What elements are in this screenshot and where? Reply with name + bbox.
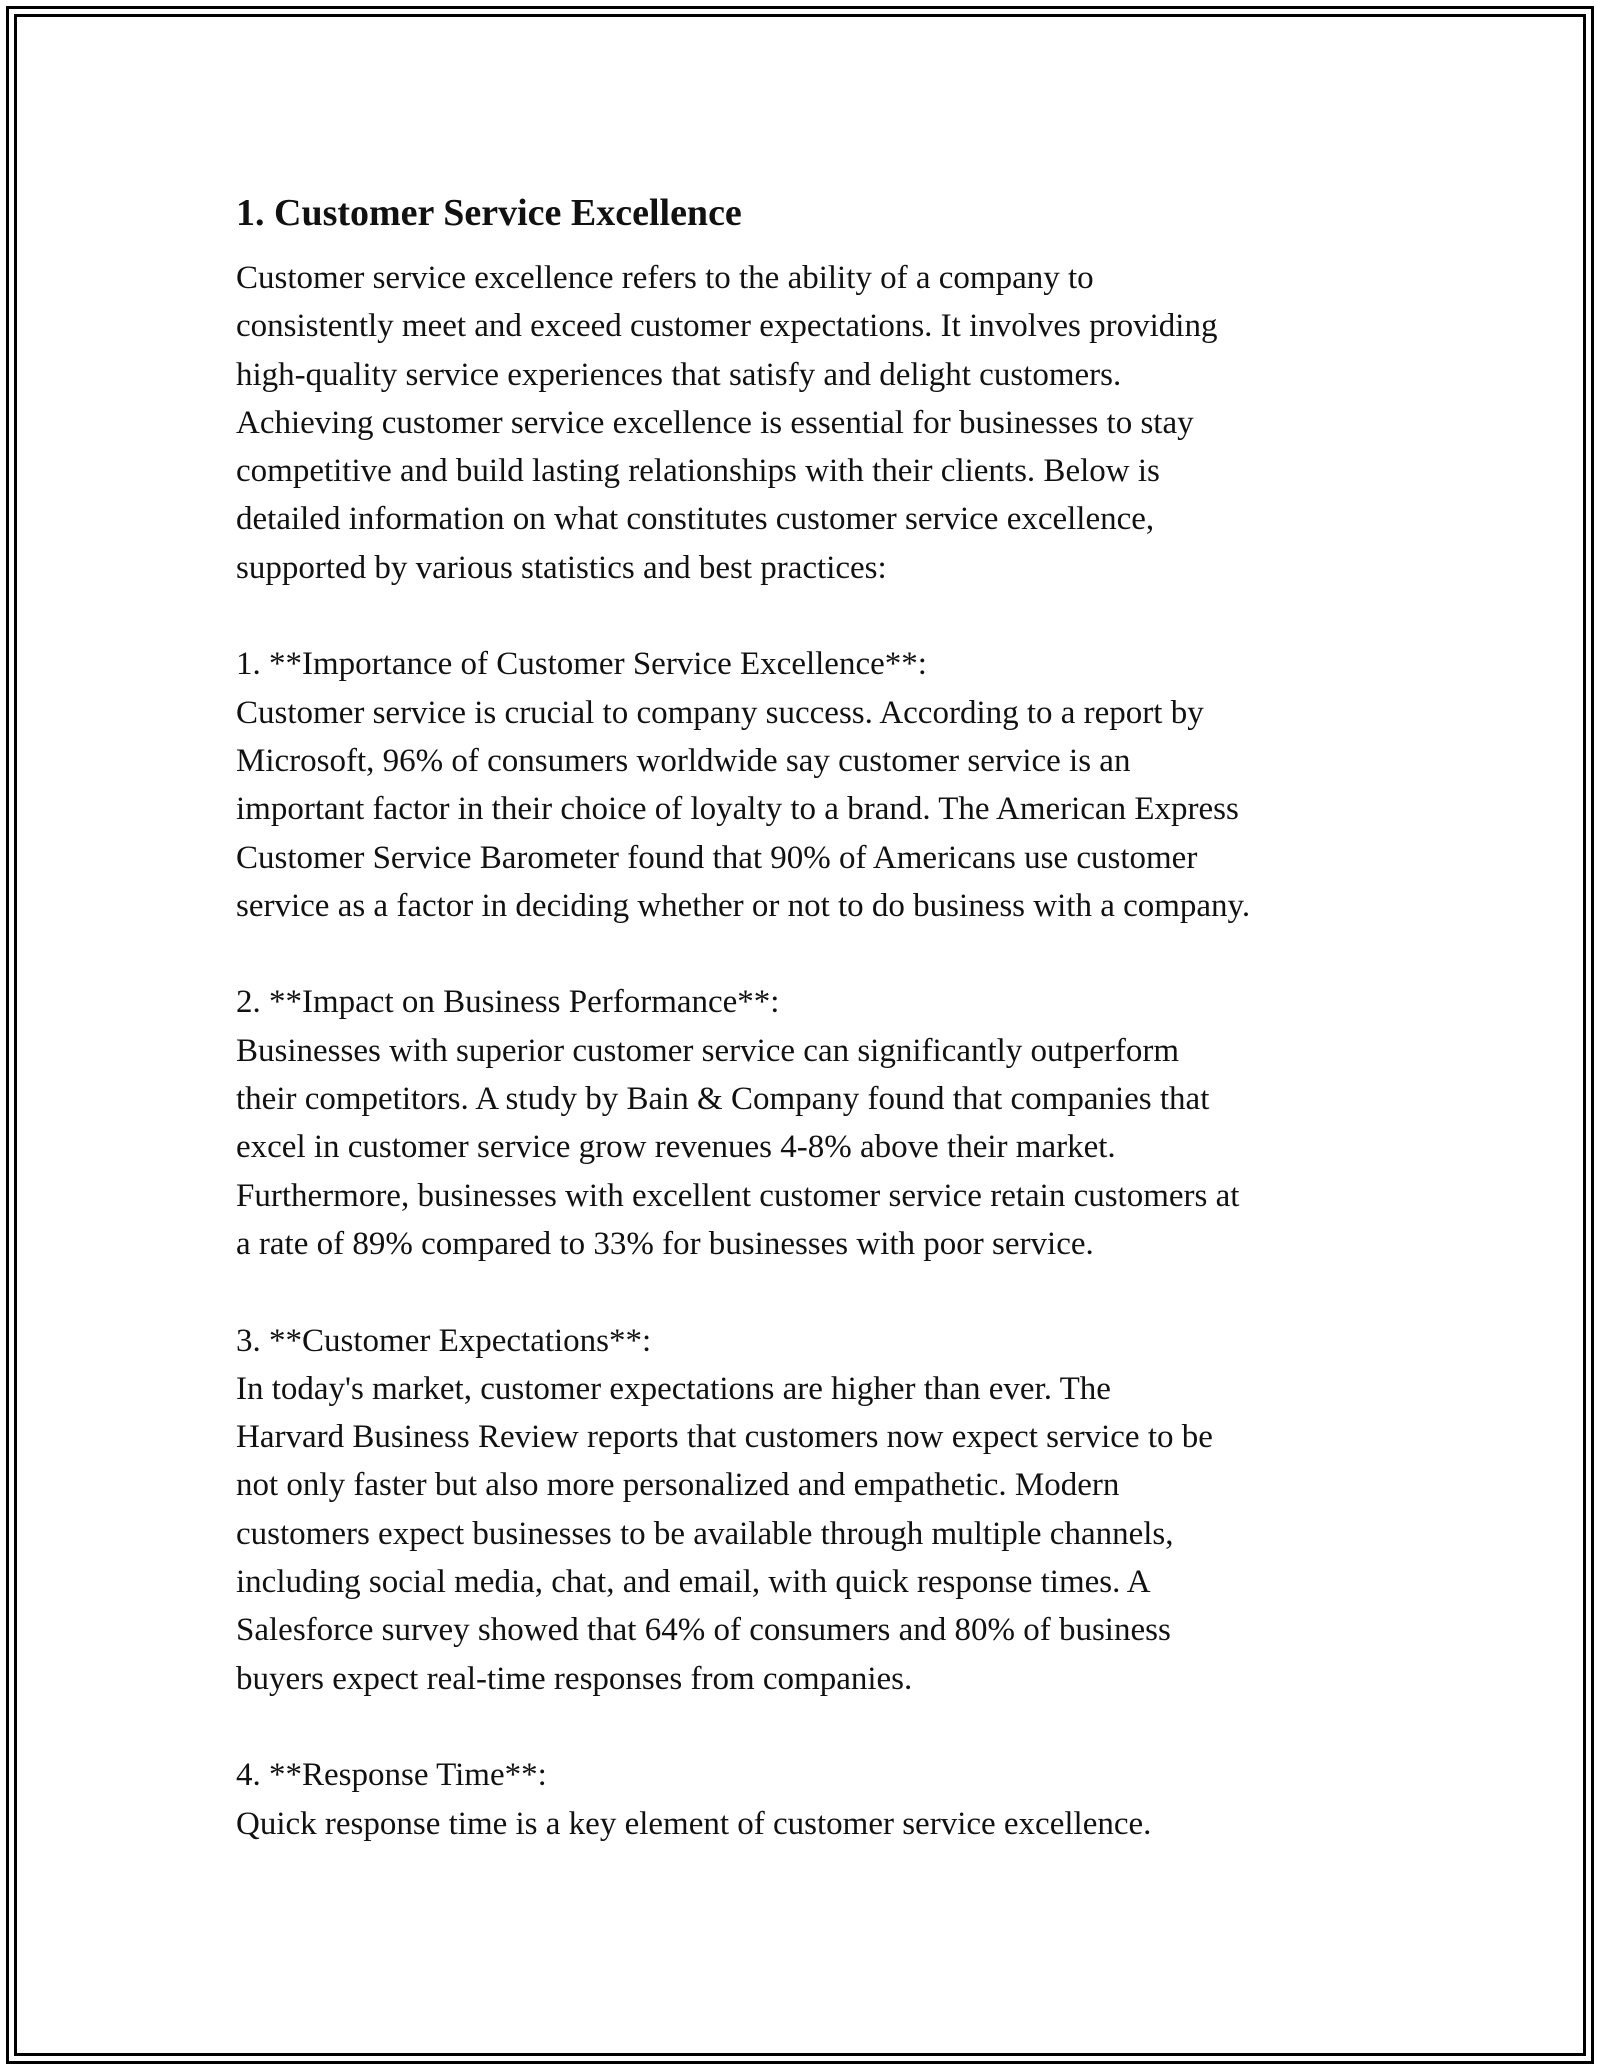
- section-response-time: [236, 1751, 1386, 1848]
- section-heading: 2. **Impact on Business Performance**:: [236, 984, 780, 1021]
- paragraph-spacer: [236, 1703, 1386, 1751]
- section-body: Businesses with superior customer service can significantly outperform their competitors. A study by Bain & Company found that companies that excel in customer service grow revenues 4-8% above their market. Furthermore, businesses with excellent customer service retain customers at a rate of 89% compared to 33% for businesses with poor service.: [236, 1032, 1240, 1262]
- page-title: 1. Customer Service Excellence: [236, 192, 742, 234]
- section-customer-expectations: [236, 1317, 1386, 1703]
- section-body: Quick response time is a key element of customer service excellence.: [236, 1805, 1152, 1842]
- section-body: In today's market, customer expectations are higher than ever. The Harvard Business Review reports that customers now expect service to be not only faster but also more personalized and empathetic. Modern customers expect businesses to be available through multiple channels, including social media, chat, and email, with quick response times. A Salesforce survey showed that 64% of consumers and 80% of business buyers expect real-time responses from companies.: [236, 1370, 1213, 1697]
- section-importance: [236, 640, 1386, 930]
- document-body: [236, 186, 1386, 1848]
- section-heading: 4. **Response Time**:: [236, 1757, 547, 1794]
- section-business-impact: [236, 978, 1386, 1268]
- paragraph-spacer: [236, 1268, 1386, 1316]
- paragraph-spacer: [236, 592, 1386, 640]
- paragraph-spacer: [236, 930, 1386, 978]
- section-heading: 1. **Importance of Customer Service Excellence**:: [236, 646, 927, 683]
- section-body: Customer service is crucial to company success. According to a report by Microsoft, 96% of consumers worldwide say customer service is an important factor in their choice of loyalty to a brand. The American Express Customer Service Barometer found that 90% of Americans use customer service as a factor in deciding whether or not to do business with a company.: [236, 694, 1251, 924]
- section-heading: 3. **Customer Expectations**:: [236, 1322, 652, 1359]
- intro-paragraph: Customer service excellence refers to the ability of a company to consistently meet and exceed customer expectations. It involves providing high-quality service experiences that satisfy and delight customers. Achieving customer service excellence is essential for businesses to stay competitive and build lasting relationships with their clients. Below is detailed information on what constitutes customer service excellence, supported by various statistics and best practices:: [236, 260, 1218, 586]
